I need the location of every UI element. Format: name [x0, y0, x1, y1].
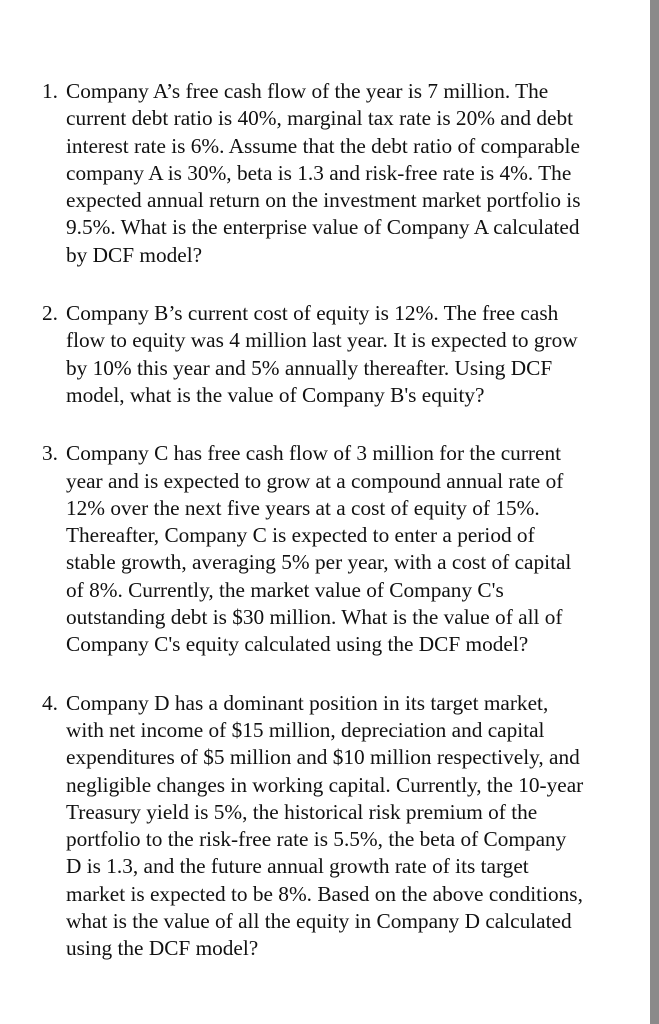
scrollbar[interactable]: [650, 0, 659, 1024]
question-4-number: 4.: [42, 690, 58, 715]
question-3: [42, 440, 587, 658]
question-1-text: Company A’s free cash flow of the year is 7 million. The current debt ratio is 40%, marginal tax rate is 20% and debt interest rate is 6%. Assume that the debt ratio of comparable company A is 30%, beta is 1.3 and risk-free rate is 4%. The expected annual return on the investment market portfolio is 9.5%. What is the enterprise value of Company A calculated by DCF model?: [66, 79, 581, 267]
question-3-text: Company C has free cash flow of 3 million for the current year and is expected to grow at a compound annual rate of 12% over the next five years at a cost of equity of 15%. Thereafter, Company C is expected to enter a period of stable growth, averaging 5% per year, with a cost of capital of 8%. Currently, the market value of Company C's outstanding debt is $30 million. What is the value of all of Company C's equity calculated using the DCF model?: [66, 441, 572, 657]
question-2-text: Company B’s current cost of equity is 12%. The free cash flow to equity was 4 million last year. It is expected to grow by 10% this year and 5% annually thereafter. Using DCF model, what is the value of Company B's equity?: [66, 301, 578, 407]
question-1: [42, 78, 587, 269]
question-4: [42, 690, 587, 963]
question-2-number: 2.: [42, 301, 58, 326]
question-list: [42, 78, 587, 994]
question-1-number: 1.: [42, 79, 58, 103]
question-3-number: 3.: [42, 441, 58, 466]
question-2: [42, 300, 587, 409]
question-4-text: Company D has a dominant position in its target market, with net income of $15 million, depreciation and capital expenditures of $5 million and $10 million respectively, and negligible changes in working capital. Currently, the 10-year Treasury yield is 5%, the historical risk premium of the portfolio to the risk-free rate is 5.5%, the beta of Company D is 1.3, and the future annual growth rate of its target market is expected to be 8%. Based on the above conditions, what is the value of all the equity in Company D calculated using the DCF model?: [66, 690, 584, 961]
